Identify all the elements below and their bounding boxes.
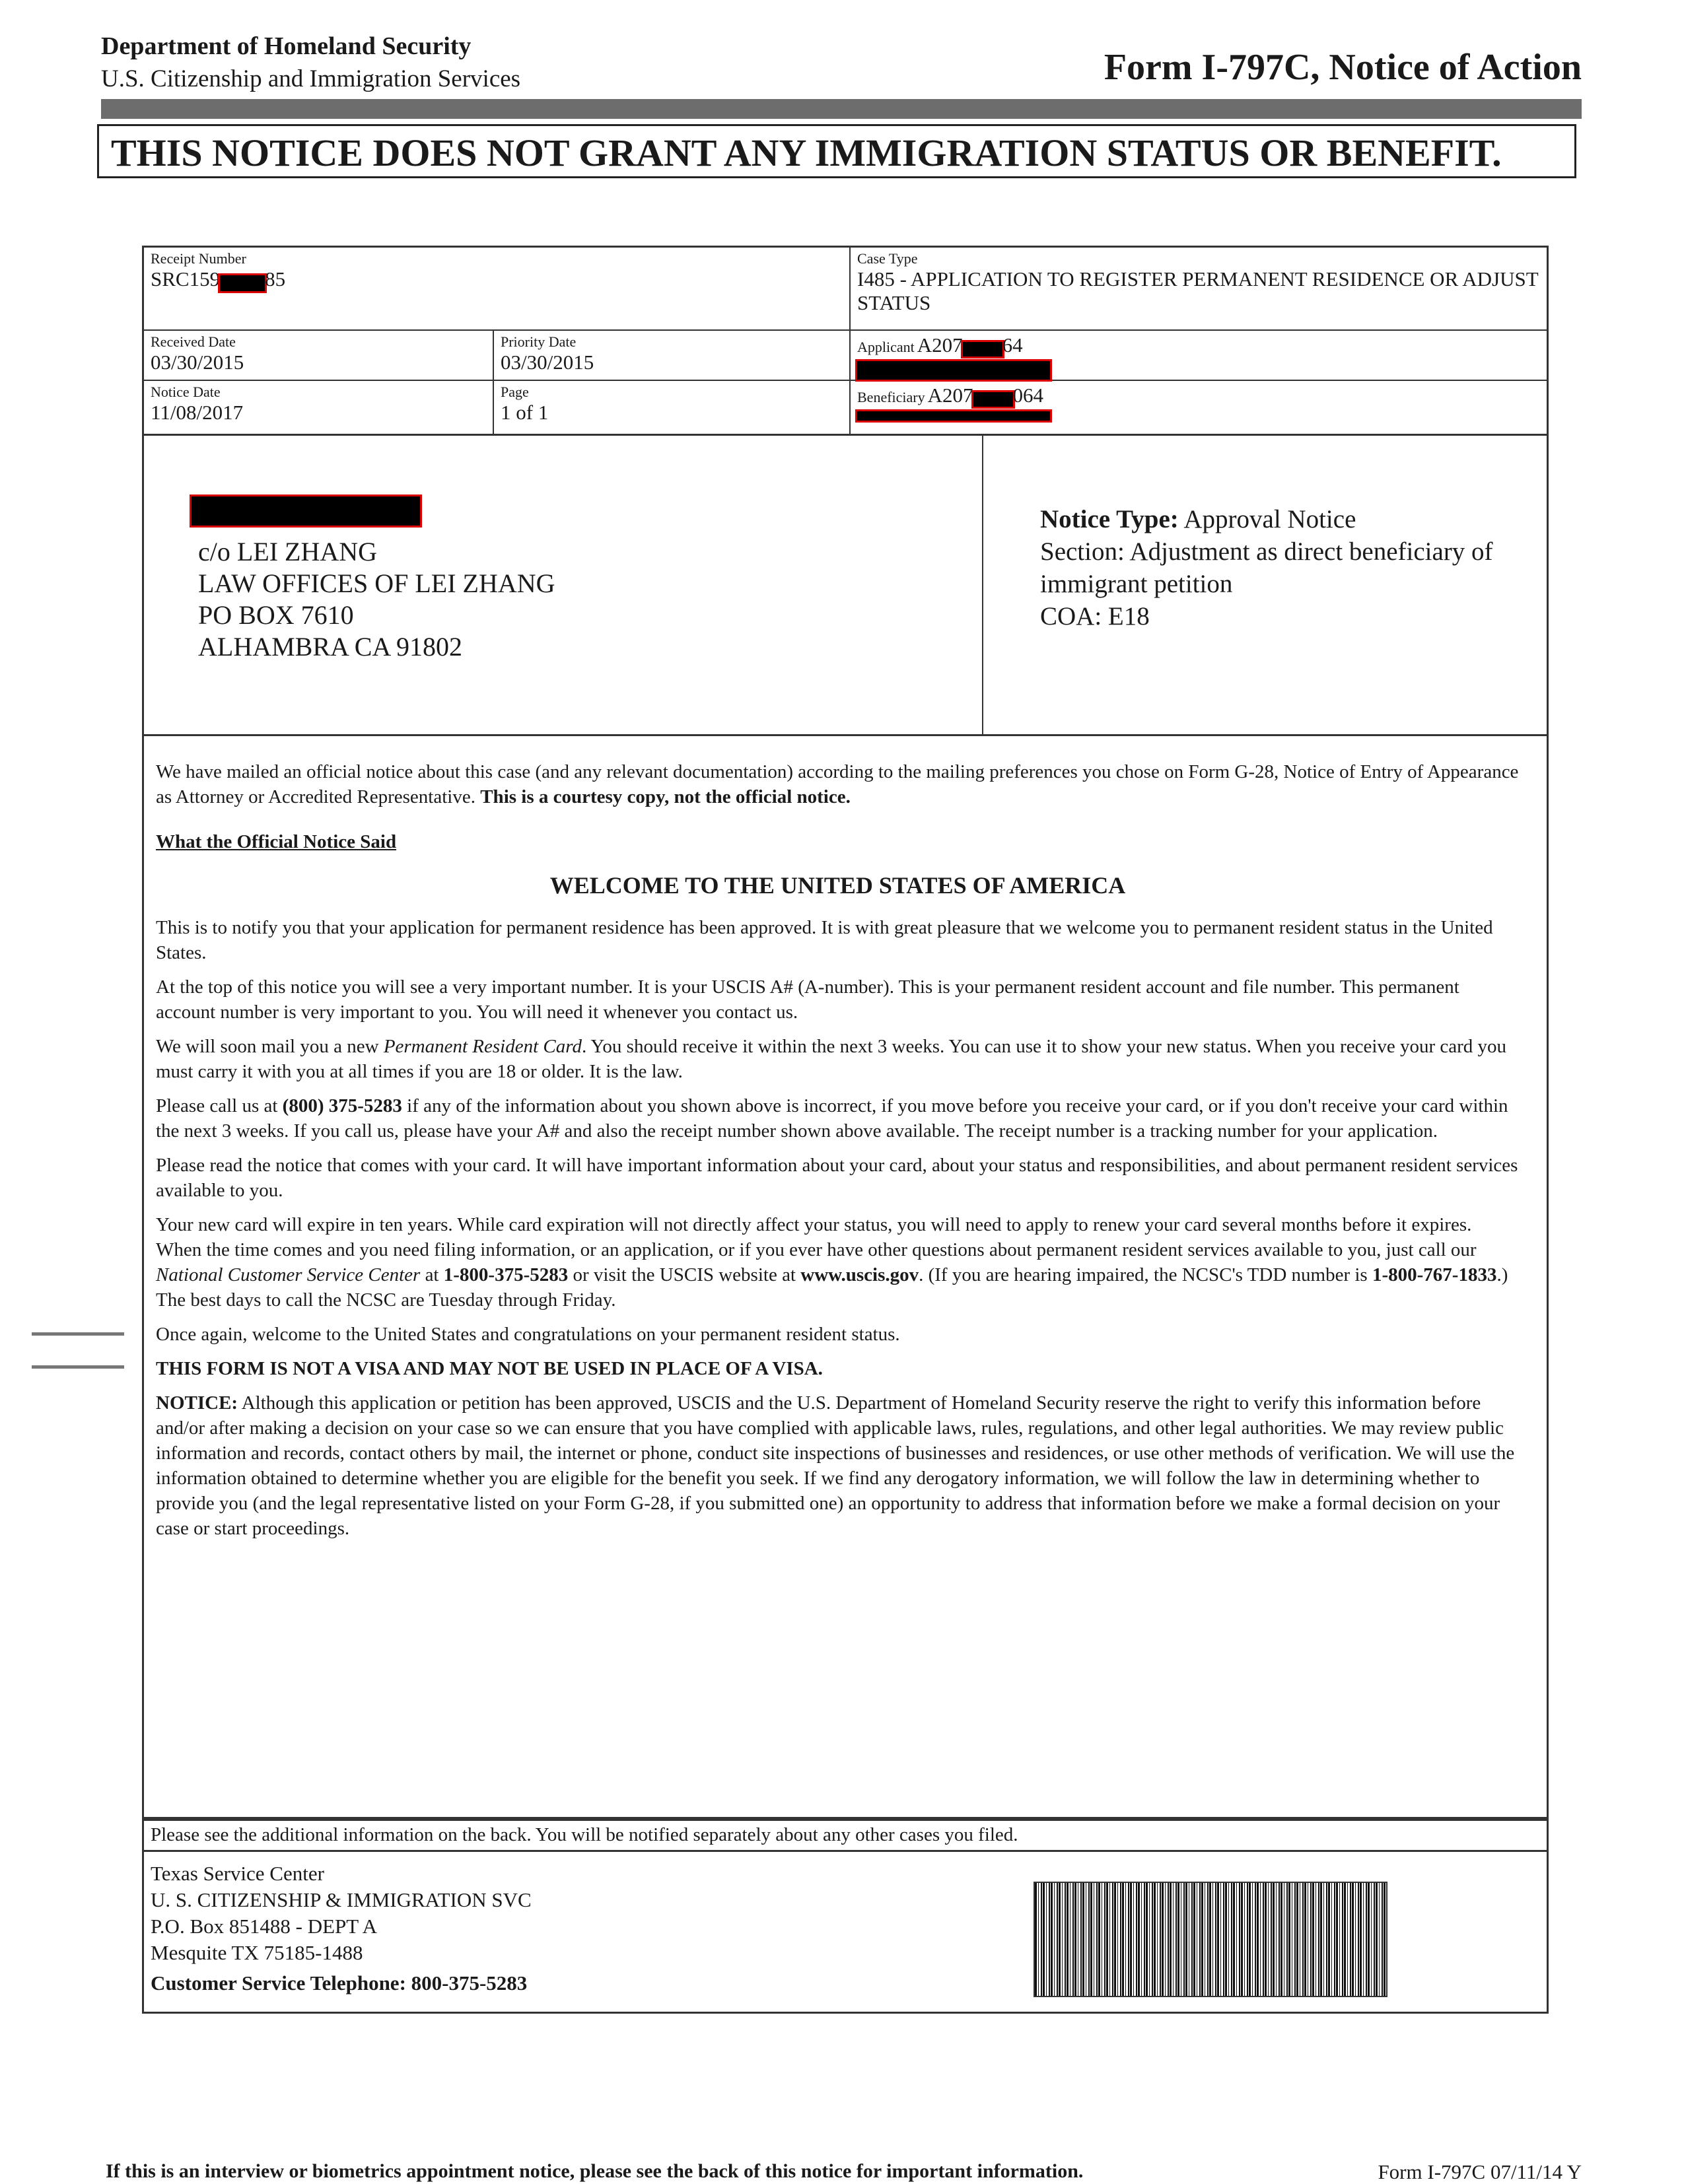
notice-date-value: 11/08/2017	[151, 401, 244, 424]
beneficiary-name-redaction	[857, 411, 1050, 421]
applicant-number-suffix: 64	[1002, 333, 1023, 357]
received-date-label: Received Date	[151, 333, 236, 350]
bottom-note: If this is an interview or biometrics appointment notice, please see the back of this notice for important information.	[106, 2160, 1084, 2182]
notice-coa: COA: E18	[1040, 602, 1150, 631]
congratulations-paragraph: Once again, welcome to the United States and congratulations on your permanent resident status.	[156, 1324, 900, 1345]
status-warning-banner: THIS NOTICE DOES NOT GRANT ANY IMMIGRATION STATUS OR BENEFIT.	[97, 124, 1576, 178]
applicant-cell	[851, 331, 1549, 381]
priority-date-label: Priority Date	[501, 333, 577, 350]
form-title: Form I-797C, Notice of Action	[1104, 47, 1582, 88]
address-line: LAW OFFICES OF LEI ZHANG	[198, 568, 555, 598]
priority-date-value: 03/30/2015	[501, 351, 594, 374]
notice-date-cell	[144, 381, 494, 436]
notice-section: Section: Adjustment as direct beneficiary of immigrant petition	[1040, 537, 1493, 598]
address-line: c/o LEI ZHANG	[198, 537, 378, 566]
not-a-visa-statement: THIS FORM IS NOT A VISA AND MAY NOT BE USED IN PLACE OF A VISA.	[156, 1358, 823, 1379]
receipt-number-prefix: SRC159	[151, 267, 221, 290]
verification-notice: NOTICE: Although this application or petition has been approved, USCIS and the U.S. Department of Homeland Security reserve the right to verify this information before and/or after making a decision on your case so we can ensure that you have complied with applicable laws, rules, regulations, and other legal authorities. We may review public information and records, contact others by mail, the internet or phone, conduct site inspections of businesses and residences, or use other methods of verification. We will use the information obtained to determine whether you are eligible for the benefit you seek. If we find any derogatory information, we will follow the law in determining whether to provide you (and the legal representative listed on your Form G-28, if you submitted one) an opportunity to address that information before we make a formal decision on your case or start proceedings.	[156, 1392, 1515, 1539]
welcome-heading: WELCOME TO THE UNITED STATES OF AMERICA	[549, 872, 1126, 899]
margin-mark	[32, 1332, 124, 1336]
case-type-value: I485 - APPLICATION TO REGISTER PERMANENT RESIDENCE OR ADJUST STATUS	[857, 267, 1539, 314]
case-type-label: Case Type	[857, 250, 918, 267]
card-info-paragraph: Please read the notice that comes with your card. It will have important information about your card, about your status and responsibilities, and about permanent resident services available to you.	[156, 1155, 1518, 1201]
page-label: Page	[501, 384, 529, 400]
notice-type-value: Approval Notice	[1183, 505, 1356, 533]
agency-name: U.S. Citizenship and Immigration Services	[101, 65, 521, 92]
case-type-cell	[851, 248, 1549, 331]
receipt-number-label: Receipt Number	[151, 250, 246, 267]
redaction-mark	[973, 392, 1013, 407]
expiration-paragraph: Your new card will expire in ten years. While card expiration will not directly affect your status, you will need to apply to renew your card several months before it expires. When the time comes and you need filing information, or an application, or if you ever have other questions about permanent resident services available to you, just call our National Customer Service Center at 1-800-375-5283 or visit the USCIS website at www.uscis.gov. (If you are hearing impaired, the NCSC's TDD number is 1-800-767-1833.) The best days to call the NCSC are Tuesday through Friday.	[156, 1214, 1508, 1311]
address-line: ALHAMBRA CA 91802	[198, 632, 463, 662]
notice-type-label: Notice Type:	[1040, 505, 1179, 533]
page-cell	[494, 381, 851, 436]
notice-type-block	[1040, 503, 1542, 632]
mailing-address	[198, 536, 555, 663]
notice-body	[156, 759, 1520, 1550]
margin-mark	[32, 1365, 124, 1369]
barcode	[1034, 1882, 1387, 1997]
beneficiary-number-prefix: A207	[927, 384, 973, 407]
department-name: Department of Homeland Security	[101, 32, 472, 60]
beneficiary-number-suffix: 064	[1012, 384, 1043, 407]
beneficiary-label: Beneficiary	[857, 389, 925, 405]
received-date-cell	[144, 331, 494, 381]
service-center-address: Texas Service Center U. S. CITIZENSHIP & IMMIGRATION SVC P.O. Box 851488 - DEPT A Mesquite TX 75185-1488 Customer Service Telephone: 800-375-5283	[151, 1860, 532, 1996]
recipient-name-redaction	[192, 496, 420, 526]
beneficiary-cell	[851, 381, 1549, 436]
redaction-mark	[963, 342, 1002, 357]
customer-service-phone: Customer Service Telephone: 800-375-5283	[151, 1971, 528, 1995]
receipt-number-suffix: 85	[265, 267, 286, 290]
page-value: 1 of 1	[501, 401, 549, 424]
receipt-number-cell	[144, 248, 851, 331]
notice-date-label: Notice Date	[151, 384, 221, 400]
form-code: Form I-797C 07/11/14 Y	[1378, 2160, 1582, 2183]
address-divider	[982, 436, 983, 736]
approval-paragraph: This is to notify you that your application for permanent residence has been approved. It is with great pleasure that we welcome you to permanent resident status in the United States.	[156, 917, 1493, 963]
header-bar	[101, 99, 1582, 119]
what-notice-said-heading: What the Official Notice Said	[156, 831, 397, 852]
case-info-grid	[142, 246, 1549, 436]
a-number-paragraph: At the top of this notice you will see a very important number. It is your USCIS A# (A-number). This is your permanent resident account and file number. This permanent account number is very important to you. You will need it whenever you contact us.	[156, 976, 1459, 1023]
card-paragraph: We will soon mail you a new Permanent Resident Card. You should receive it within the next 3 weeks. You can use it to show your new status. When you receive your card you must carry it with you at all times if you are 18 or older. It is the law.	[156, 1036, 1507, 1082]
additional-info-row: Please see the additional information on the back. You will be notified separately about any other cases you filed.	[142, 1819, 1549, 1852]
priority-date-cell	[494, 331, 851, 381]
applicant-label: Applicant	[857, 339, 915, 355]
address-line: PO BOX 7610	[198, 600, 354, 630]
redaction-mark	[220, 275, 265, 291]
applicant-number-prefix: A207	[917, 333, 963, 357]
received-date-value: 03/30/2015	[151, 351, 244, 374]
contact-paragraph: Please call us at (800) 375-5283 if any of the information about you shown above is incorrect, if you move before you receive your card, or if you don't receive your card within the next 3 weeks. If you call us, please have your A# and also the receipt number shown above available. The receipt number is a tracking number for your application.	[156, 1095, 1508, 1142]
intro-paragraph: We have mailed an official notice about this case (and any relevant documentation) according to the mailing preferences you chose on Form G-28, Notice of Entry of Appearance as Attorney or Accredited Representative. This is a courtesy copy, not the official notice.	[156, 761, 1519, 807]
applicant-name-redaction	[857, 361, 1050, 380]
